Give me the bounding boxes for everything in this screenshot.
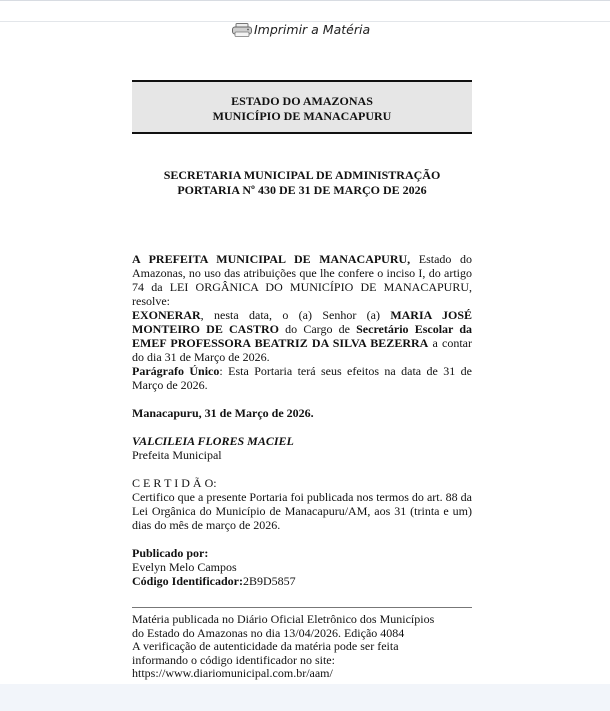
exonerar-paragraph xyxy=(132,308,472,364)
certidao-text: Certifico que a presente Portaria foi publicada nos termos do art. 88 da Lei Orgânica do Município de Manacapuru/AM, aos 31 (trinta e um) dias do mês de março de 2026. xyxy=(132,490,472,532)
paragraph-text: : Esta Portaria terá seus efeitos na data de 31 de Março de 2026. xyxy=(132,364,472,392)
signer-title: Prefeita Municipal xyxy=(132,448,222,462)
exonerar-text-3: a contar do dia 31 de Março de 2026. xyxy=(132,336,472,364)
footer-line-3: A verificação de autenticidade da matéria pode ser feita xyxy=(132,639,399,653)
footer-url[interactable]: https://www.diariomunicipal.com.br/aam/ xyxy=(132,666,333,680)
code-label: Código Identificador: xyxy=(132,574,243,588)
printer-icon[interactable] xyxy=(232,23,252,37)
section-portaria: PORTARIA Nº 430 DE 31 DE MARÇO DE 2026 xyxy=(177,183,427,197)
section-department: SECRETARIA MUNICIPAL DE ADMINISTRAÇÃO xyxy=(163,168,441,182)
position-name: Secretário Escolar da EMEF PROFESSORA BEATRIZ DA SILVA BEZERRA xyxy=(132,322,472,350)
code-identifier xyxy=(132,574,472,588)
signer-name: VALCILEIA FLORES MACIEL xyxy=(132,434,294,448)
publication-footer xyxy=(132,607,472,681)
header-municipality: MUNICÍPIO DE MANACAPURU xyxy=(212,109,392,123)
print-link[interactable] xyxy=(232,22,370,37)
person-name: MARIA JOSÉ MONTEIRO DE CASTRO xyxy=(132,308,472,336)
published-by-name: Evelyn Melo Campos xyxy=(132,560,237,574)
certidao-title: C E R T I D Ã O: xyxy=(132,476,217,490)
exonerar-text-2: do Cargo de xyxy=(279,322,357,336)
header-state: ESTADO DO AMAZONAS xyxy=(231,94,373,108)
header-box xyxy=(132,80,472,134)
intro-text: Estado do Amazonas, no uso das atribuições que lhe confere o inciso I, do artigo 74 da LEI ORGÂNICA DO MUNICÍPIO DE MANACAPURU, resolve: xyxy=(132,252,472,308)
paragraph-label: Parágrafo Único xyxy=(132,364,220,378)
paragraph-unico xyxy=(132,364,472,392)
code-value: 2B9D5857 xyxy=(243,574,296,588)
section-title xyxy=(132,168,472,198)
document-content xyxy=(132,252,472,588)
print-label[interactable]: Imprimir a Matéria xyxy=(254,22,371,37)
place-date: Manacapuru, 31 de Março de 2026. xyxy=(132,406,314,420)
exonerar-text: , nesta data, o (a) Senhor (a) xyxy=(200,308,391,322)
footer-line-2: do Estado do Amazonas no dia 13/04/2026. Edição 4084 xyxy=(132,625,405,640)
intro-paragraph xyxy=(132,252,472,308)
footer-line-4: informando o código identificador no site: xyxy=(132,652,335,667)
exonerar-bold: EXONERAR xyxy=(132,308,201,322)
published-by-label: Publicado por: xyxy=(132,546,209,560)
footer-line-1: Matéria publicada no Diário Oficial Eletrônico dos Municípios xyxy=(132,612,435,626)
intro-bold: A PREFEITA MUNICIPAL DE MANACAPURU, xyxy=(132,252,411,266)
